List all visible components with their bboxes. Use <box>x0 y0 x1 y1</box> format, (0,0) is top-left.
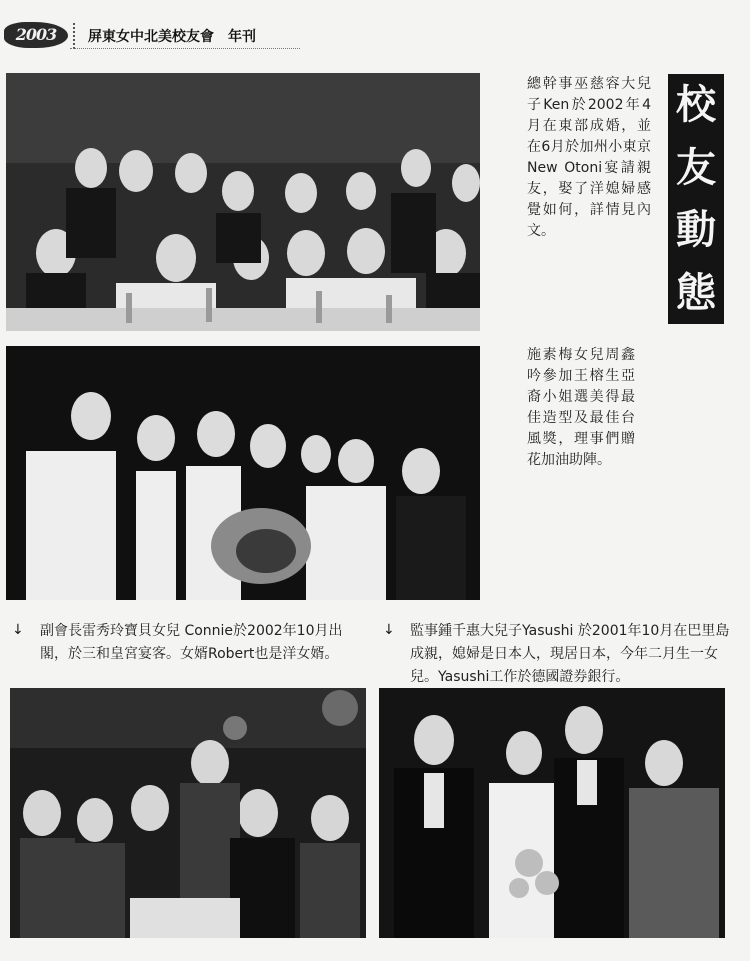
caption-top: 總幹事巫慈容大兒子Ken於2002年4月在東部成婚，並在6月於加州小東京New Otoni宴請親友，娶了洋媳婦感覺如何，詳情見內文。 <box>527 76 651 239</box>
section-title-vertical <box>668 74 724 324</box>
section-title-char: 校 <box>676 81 716 129</box>
caption-bottom-left: 副會長雷秀玲寶貝女兒 Connie於2002年10月出閣，於三和皇宮宴客。女婿Robert也是洋女婿。 <box>40 623 343 662</box>
caption-middle: 施素梅女兒周鑫吟參加王榕生亞裔小姐選美得最佳造型及最佳台風獎，理事們贈花加油助陣。 <box>527 347 635 468</box>
caption-bottom-right: 監事鍾千惠大兒子Yasushi 於2001年10月在巴里島成親，媳婦是日本人，現居日本，今年二月生一女兒。Yasushi工作於德國證券銀行。 <box>410 623 730 685</box>
photo-wedding-couple <box>379 688 725 938</box>
arrow-down-icon: ↓ <box>12 622 24 638</box>
arrow-down-icon: ↓ <box>383 622 395 638</box>
header-rule <box>70 48 300 49</box>
photo-pageant-group <box>6 346 480 600</box>
photo-wedding-banquet <box>10 688 366 938</box>
section-title-char: 態 <box>676 268 716 316</box>
section-title-char: 動 <box>676 206 716 254</box>
page-header <box>0 20 300 52</box>
section-title-char: 友 <box>676 143 716 191</box>
publication-title: 屏東女中北美校友會 年刊 <box>88 29 256 45</box>
year-logo: 2003 <box>4 22 68 48</box>
header-divider <box>73 23 75 49</box>
photo-banquet-group <box>6 73 480 331</box>
